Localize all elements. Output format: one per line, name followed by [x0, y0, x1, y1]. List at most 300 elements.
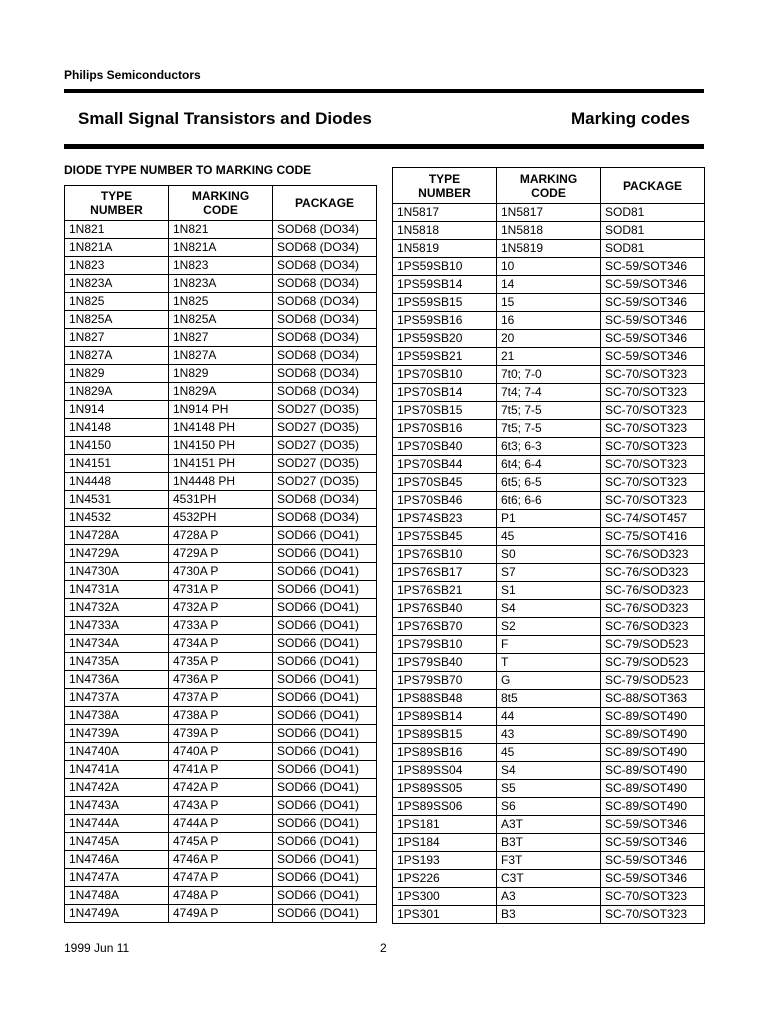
- table-row: [393, 420, 705, 438]
- header-rule-top: [64, 89, 704, 93]
- type-number-cell: 1N4737A: [65, 689, 169, 707]
- table-row: [393, 294, 705, 312]
- marking-code-cell: 4745A P: [169, 833, 273, 851]
- type-number-cell: 1PS70SB10: [393, 366, 497, 384]
- type-number-cell: 1N821: [65, 221, 169, 239]
- package-cell: SC-70/SOT323: [601, 906, 705, 924]
- package-cell: SC-89/SOT490: [601, 762, 705, 780]
- marking-code-cell: 6t4; 6-4: [497, 456, 601, 474]
- marking-code-cell: 15: [497, 294, 601, 312]
- marking-code-cell: 21: [497, 348, 601, 366]
- marking-code-cell: 7t0; 7-0: [497, 366, 601, 384]
- package-cell: SC-76/SOD323: [601, 564, 705, 582]
- type-number-cell: 1PS89SS04: [393, 762, 497, 780]
- table-row: [65, 473, 377, 491]
- marking-code-cell: 1N821: [169, 221, 273, 239]
- package-cell: SOD66 (DO41): [273, 599, 377, 617]
- marking-code-cell: 1N5819: [497, 240, 601, 258]
- marking-code-cell: A3T: [497, 816, 601, 834]
- marking-code-cell: 20: [497, 330, 601, 348]
- table-row: [393, 582, 705, 600]
- marking-code-cell: 1N4150 PH: [169, 437, 273, 455]
- marking-code-cell: 4740A P: [169, 743, 273, 761]
- package-cell: SC-88/SOT363: [601, 690, 705, 708]
- package-cell: SOD68 (DO34): [273, 275, 377, 293]
- marking-code-cell: 4733A P: [169, 617, 273, 635]
- header-rule-bottom: [64, 144, 704, 149]
- table-row: [65, 275, 377, 293]
- table-row: [65, 239, 377, 257]
- table-row: [393, 834, 705, 852]
- type-number-cell: 1PS75SB45: [393, 528, 497, 546]
- table-row: [393, 816, 705, 834]
- table-row: [65, 833, 377, 851]
- package-cell: SOD66 (DO41): [273, 815, 377, 833]
- table-row: [393, 690, 705, 708]
- type-number-cell: 1PS70SB45: [393, 474, 497, 492]
- marking-code-cell: 43: [497, 726, 601, 744]
- marking-code-cell: F3T: [497, 852, 601, 870]
- table-row: [65, 743, 377, 761]
- table-row: [393, 510, 705, 528]
- package-cell: SC-59/SOT346: [601, 348, 705, 366]
- type-number-cell: 1PS70SB14: [393, 384, 497, 402]
- package-cell: SOD68 (DO34): [273, 257, 377, 275]
- marking-code-cell: 1N823A: [169, 275, 273, 293]
- type-number-cell: 1PS59SB10: [393, 258, 497, 276]
- table-row: [65, 365, 377, 383]
- marking-code-cell: 8t5: [497, 690, 601, 708]
- table-row: [393, 222, 705, 240]
- table-row: [65, 707, 377, 725]
- table-header-row: [393, 168, 705, 204]
- table-row: [65, 851, 377, 869]
- marking-code-cell: S7: [497, 564, 601, 582]
- marking-code-cell: 10: [497, 258, 601, 276]
- package-cell: SOD66 (DO41): [273, 617, 377, 635]
- package-cell: SC-89/SOT490: [601, 708, 705, 726]
- column-header-marking: [497, 168, 601, 204]
- type-number-cell: 1PS59SB20: [393, 330, 497, 348]
- type-number-cell: 1PS301: [393, 906, 497, 924]
- table-row: [393, 618, 705, 636]
- type-number-cell: 1N4729A: [65, 545, 169, 563]
- package-cell: SC-59/SOT346: [601, 852, 705, 870]
- table-row: [393, 564, 705, 582]
- type-number-cell: 1N829A: [65, 383, 169, 401]
- marking-code-cell: 6t6; 6-6: [497, 492, 601, 510]
- marking-code-cell: S4: [497, 600, 601, 618]
- column-header-marking-label: MARKING CODE: [191, 189, 250, 217]
- marking-code-cell: S6: [497, 798, 601, 816]
- marking-code-table-right: [392, 167, 705, 924]
- type-number-cell: 1PS89SB14: [393, 708, 497, 726]
- marking-code-cell: 1N827: [169, 329, 273, 347]
- type-number-cell: 1N823: [65, 257, 169, 275]
- company-name: Philips Semiconductors: [64, 68, 201, 82]
- package-cell: SOD27 (DO35): [273, 455, 377, 473]
- package-cell: SOD66 (DO41): [273, 887, 377, 905]
- type-number-cell: 1PS59SB14: [393, 276, 497, 294]
- type-number-cell: 1N4732A: [65, 599, 169, 617]
- table-row: [393, 330, 705, 348]
- package-cell: SOD66 (DO41): [273, 797, 377, 815]
- package-cell: SC-79/SOD523: [601, 636, 705, 654]
- table-row: [65, 725, 377, 743]
- column-header-type-label: TYPE NUMBER: [90, 189, 143, 217]
- package-cell: SOD66 (DO41): [273, 707, 377, 725]
- table-row: [65, 545, 377, 563]
- package-cell: SOD66 (DO41): [273, 671, 377, 689]
- table-row: [65, 797, 377, 815]
- package-cell: SC-59/SOT346: [601, 834, 705, 852]
- type-number-cell: 1PS79SB70: [393, 672, 497, 690]
- type-number-cell: 1PS59SB15: [393, 294, 497, 312]
- table-row: [393, 762, 705, 780]
- package-cell: SOD66 (DO41): [273, 545, 377, 563]
- marking-code-cell: 4735A P: [169, 653, 273, 671]
- table-row: [65, 527, 377, 545]
- marking-code-cell: B3: [497, 906, 601, 924]
- marking-code-cell: 45: [497, 528, 601, 546]
- package-cell: SOD66 (DO41): [273, 761, 377, 779]
- package-cell: SOD66 (DO41): [273, 851, 377, 869]
- package-cell: SC-79/SOD523: [601, 672, 705, 690]
- marking-code-cell: 45: [497, 744, 601, 762]
- type-number-cell: 1PS79SB40: [393, 654, 497, 672]
- package-cell: SOD66 (DO41): [273, 779, 377, 797]
- table-row: [65, 221, 377, 239]
- type-number-cell: 1PS70SB15: [393, 402, 497, 420]
- marking-code-cell: 1N825A: [169, 311, 273, 329]
- package-cell: SC-70/SOT323: [601, 456, 705, 474]
- table-row: [65, 671, 377, 689]
- package-cell: SOD66 (DO41): [273, 653, 377, 671]
- type-number-cell: 1N825A: [65, 311, 169, 329]
- marking-code-cell: F: [497, 636, 601, 654]
- table-row: [393, 384, 705, 402]
- marking-code-cell: C3T: [497, 870, 601, 888]
- marking-code-cell: 4738A P: [169, 707, 273, 725]
- type-number-cell: 1N4728A: [65, 527, 169, 545]
- package-cell: SC-76/SOD323: [601, 546, 705, 564]
- type-number-cell: 1PS89SS05: [393, 780, 497, 798]
- table-row: [393, 888, 705, 906]
- table-row: [393, 474, 705, 492]
- package-cell: SOD66 (DO41): [273, 743, 377, 761]
- package-cell: SOD66 (DO41): [273, 527, 377, 545]
- type-number-cell: 1PS59SB16: [393, 312, 497, 330]
- type-number-cell: 1PS193: [393, 852, 497, 870]
- package-cell: SC-76/SOD323: [601, 618, 705, 636]
- type-number-cell: 1PS70SB16: [393, 420, 497, 438]
- type-number-cell: 1N4448: [65, 473, 169, 491]
- package-cell: SC-75/SOT416: [601, 528, 705, 546]
- marking-code-cell: 1N829A: [169, 383, 273, 401]
- marking-code-cell: 44: [497, 708, 601, 726]
- type-number-cell: 1N4743A: [65, 797, 169, 815]
- table-row: [65, 563, 377, 581]
- table-row: [65, 509, 377, 527]
- marking-code-cell: T: [497, 654, 601, 672]
- column-header-package: [601, 168, 705, 204]
- column-header-marking-label: MARKING CODE: [519, 171, 578, 200]
- marking-code-cell: 4532PH: [169, 509, 273, 527]
- table-row: [65, 419, 377, 437]
- type-number-cell: 1PS226: [393, 870, 497, 888]
- marking-code-cell: 1N914 PH: [169, 401, 273, 419]
- marking-code-cell: 4737A P: [169, 689, 273, 707]
- package-cell: SOD68 (DO34): [273, 311, 377, 329]
- table-row: [65, 437, 377, 455]
- type-number-cell: 1N4747A: [65, 869, 169, 887]
- package-cell: SOD27 (DO35): [273, 419, 377, 437]
- type-number-cell: 1N823A: [65, 275, 169, 293]
- marking-code-cell: 1N4148 PH: [169, 419, 273, 437]
- table-row: [65, 257, 377, 275]
- type-number-cell: 1N4150: [65, 437, 169, 455]
- package-cell: SOD66 (DO41): [273, 581, 377, 599]
- type-number-cell: 1N914: [65, 401, 169, 419]
- type-number-cell: 1N5819: [393, 240, 497, 258]
- package-cell: SOD66 (DO41): [273, 869, 377, 887]
- table-caption: DIODE TYPE NUMBER TO MARKING CODE: [64, 163, 312, 177]
- marking-code-cell: S2: [497, 618, 601, 636]
- page-number: 2: [380, 941, 387, 955]
- type-number-cell: 1N4734A: [65, 635, 169, 653]
- column-header-type-label: TYPE NUMBER: [418, 171, 471, 200]
- marking-code-cell: A3: [497, 888, 601, 906]
- column-header-type: [393, 168, 497, 204]
- package-cell: SC-59/SOT346: [601, 816, 705, 834]
- column-header-package: [273, 186, 377, 221]
- package-cell: SOD81: [601, 204, 705, 222]
- footer-date: 1999 Jun 11: [64, 941, 130, 955]
- marking-code-cell: 4734A P: [169, 635, 273, 653]
- package-cell: SOD68 (DO34): [273, 221, 377, 239]
- table-row: [393, 276, 705, 294]
- package-cell: SOD66 (DO41): [273, 689, 377, 707]
- package-cell: SC-59/SOT346: [601, 870, 705, 888]
- marking-code-cell: P1: [497, 510, 601, 528]
- package-cell: SC-79/SOD523: [601, 654, 705, 672]
- package-cell: SC-89/SOT490: [601, 726, 705, 744]
- type-number-cell: 1PS79SB10: [393, 636, 497, 654]
- column-header-package-label: PACKAGE: [622, 178, 683, 193]
- package-cell: SC-59/SOT346: [601, 294, 705, 312]
- package-cell: SC-70/SOT323: [601, 420, 705, 438]
- column-header-package-label: PACKAGE: [294, 196, 355, 210]
- table-row: [65, 455, 377, 473]
- type-number-cell: 1PS184: [393, 834, 497, 852]
- table-row: [65, 815, 377, 833]
- marking-code-cell: 4749A P: [169, 905, 273, 923]
- type-number-cell: 1PS76SB10: [393, 546, 497, 564]
- column-header-type: [65, 186, 169, 221]
- marking-code-cell: 1N825: [169, 293, 273, 311]
- type-number-cell: 1PS74SB23: [393, 510, 497, 528]
- type-number-cell: 1N4740A: [65, 743, 169, 761]
- table-row: [65, 401, 377, 419]
- marking-code-cell: 14: [497, 276, 601, 294]
- marking-code-cell: 4739A P: [169, 725, 273, 743]
- type-number-cell: 1N4741A: [65, 761, 169, 779]
- table-row: [65, 491, 377, 509]
- type-number-cell: 1N4745A: [65, 833, 169, 851]
- marking-code-cell: G: [497, 672, 601, 690]
- marking-code-cell: 16: [497, 312, 601, 330]
- package-cell: SC-59/SOT346: [601, 312, 705, 330]
- marking-code-cell: 1N4448 PH: [169, 473, 273, 491]
- marking-code-cell: 4732A P: [169, 599, 273, 617]
- package-cell: SC-70/SOT323: [601, 384, 705, 402]
- package-cell: SC-70/SOT323: [601, 402, 705, 420]
- type-number-cell: 1N4733A: [65, 617, 169, 635]
- table-row: [65, 779, 377, 797]
- type-number-cell: 1N4742A: [65, 779, 169, 797]
- table-row: [393, 258, 705, 276]
- table-row: [65, 329, 377, 347]
- column-header-marking: [169, 186, 273, 221]
- package-cell: SOD68 (DO34): [273, 293, 377, 311]
- table-row: [65, 599, 377, 617]
- section-title: Marking codes: [570, 109, 690, 128]
- table-row: [393, 366, 705, 384]
- table-row: [393, 348, 705, 366]
- table-row: [393, 438, 705, 456]
- type-number-cell: 1N4738A: [65, 707, 169, 725]
- marking-code-cell: S4: [497, 762, 601, 780]
- table-row: [393, 456, 705, 474]
- table-row: [65, 311, 377, 329]
- package-cell: SOD68 (DO34): [273, 347, 377, 365]
- type-number-cell: 1PS89SB16: [393, 744, 497, 762]
- package-cell: SOD68 (DO34): [273, 509, 377, 527]
- table-row: [393, 402, 705, 420]
- package-cell: SOD66 (DO41): [273, 635, 377, 653]
- table-row: [393, 870, 705, 888]
- type-number-cell: 1PS181: [393, 816, 497, 834]
- package-cell: SOD68 (DO34): [273, 329, 377, 347]
- table-row: [65, 347, 377, 365]
- package-cell: SOD81: [601, 222, 705, 240]
- document-title: Small Signal Transistors and Diodes: [78, 109, 372, 128]
- table-row: [393, 546, 705, 564]
- type-number-cell: 1N4736A: [65, 671, 169, 689]
- type-number-cell: 1PS70SB40: [393, 438, 497, 456]
- package-cell: SC-89/SOT490: [601, 780, 705, 798]
- package-cell: SOD68 (DO34): [273, 491, 377, 509]
- package-cell: SC-70/SOT323: [601, 474, 705, 492]
- marking-code-cell: 4741A P: [169, 761, 273, 779]
- type-number-cell: 1N827: [65, 329, 169, 347]
- type-number-cell: 1N4531: [65, 491, 169, 509]
- table-row: [65, 635, 377, 653]
- marking-code-cell: 4748A P: [169, 887, 273, 905]
- table-row: [393, 744, 705, 762]
- type-number-cell: 1N4735A: [65, 653, 169, 671]
- marking-code-cell: 4531PH: [169, 491, 273, 509]
- marking-code-cell: B3T: [497, 834, 601, 852]
- type-number-cell: 1N825: [65, 293, 169, 311]
- marking-code-cell: S5: [497, 780, 601, 798]
- type-number-cell: 1N4746A: [65, 851, 169, 869]
- table-row: [393, 780, 705, 798]
- type-number-cell: 1PS89SB15: [393, 726, 497, 744]
- package-cell: SC-70/SOT323: [601, 492, 705, 510]
- type-number-cell: 1PS76SB17: [393, 564, 497, 582]
- type-number-cell: 1N4744A: [65, 815, 169, 833]
- type-number-cell: 1N821A: [65, 239, 169, 257]
- marking-code-table-left: [64, 185, 377, 923]
- table-row: [393, 240, 705, 258]
- marking-code-cell: 6t3; 6-3: [497, 438, 601, 456]
- package-cell: SOD27 (DO35): [273, 473, 377, 491]
- table-row: [393, 204, 705, 222]
- package-cell: SC-89/SOT490: [601, 798, 705, 816]
- package-cell: SC-70/SOT323: [601, 366, 705, 384]
- package-cell: SC-59/SOT346: [601, 276, 705, 294]
- table-row: [65, 905, 377, 923]
- table-row: [65, 689, 377, 707]
- package-cell: SOD66 (DO41): [273, 833, 377, 851]
- type-number-cell: 1PS88SB48: [393, 690, 497, 708]
- marking-code-cell: 4728A P: [169, 527, 273, 545]
- type-number-cell: 1N4148: [65, 419, 169, 437]
- marking-code-cell: 1N5817: [497, 204, 601, 222]
- table-row: [393, 852, 705, 870]
- marking-code-cell: 4744A P: [169, 815, 273, 833]
- type-number-cell: 1PS70SB46: [393, 492, 497, 510]
- marking-code-cell: 4730A P: [169, 563, 273, 581]
- type-number-cell: 1PS76SB70: [393, 618, 497, 636]
- marking-code-cell: 7t4; 7-4: [497, 384, 601, 402]
- type-number-cell: 1N4748A: [65, 887, 169, 905]
- type-number-cell: 1N827A: [65, 347, 169, 365]
- type-number-cell: 1PS89SS06: [393, 798, 497, 816]
- package-cell: SC-76/SOD323: [601, 582, 705, 600]
- package-cell: SC-59/SOT346: [601, 258, 705, 276]
- package-cell: SOD27 (DO35): [273, 401, 377, 419]
- marking-code-cell: S1: [497, 582, 601, 600]
- table-row: [393, 906, 705, 924]
- table-row: [393, 492, 705, 510]
- marking-code-cell: 4731A P: [169, 581, 273, 599]
- type-number-cell: 1PS76SB21: [393, 582, 497, 600]
- type-number-cell: 1N4739A: [65, 725, 169, 743]
- type-number-cell: 1N5818: [393, 222, 497, 240]
- table-row: [393, 312, 705, 330]
- marking-code-cell: 7t5; 7-5: [497, 402, 601, 420]
- table-row: [65, 653, 377, 671]
- package-cell: SC-70/SOT323: [601, 888, 705, 906]
- table-row: [393, 798, 705, 816]
- marking-code-cell: 4743A P: [169, 797, 273, 815]
- table-row: [65, 581, 377, 599]
- table-row: [65, 293, 377, 311]
- package-cell: SOD66 (DO41): [273, 725, 377, 743]
- package-cell: SOD68 (DO34): [273, 239, 377, 257]
- type-number-cell: 1N829: [65, 365, 169, 383]
- package-cell: SOD66 (DO41): [273, 563, 377, 581]
- package-cell: SOD68 (DO34): [273, 365, 377, 383]
- type-number-cell: 1PS300: [393, 888, 497, 906]
- table-row: [393, 600, 705, 618]
- package-cell: SC-59/SOT346: [601, 330, 705, 348]
- marking-code-cell: 7t5; 7-5: [497, 420, 601, 438]
- table-row: [65, 887, 377, 905]
- table-row: [393, 708, 705, 726]
